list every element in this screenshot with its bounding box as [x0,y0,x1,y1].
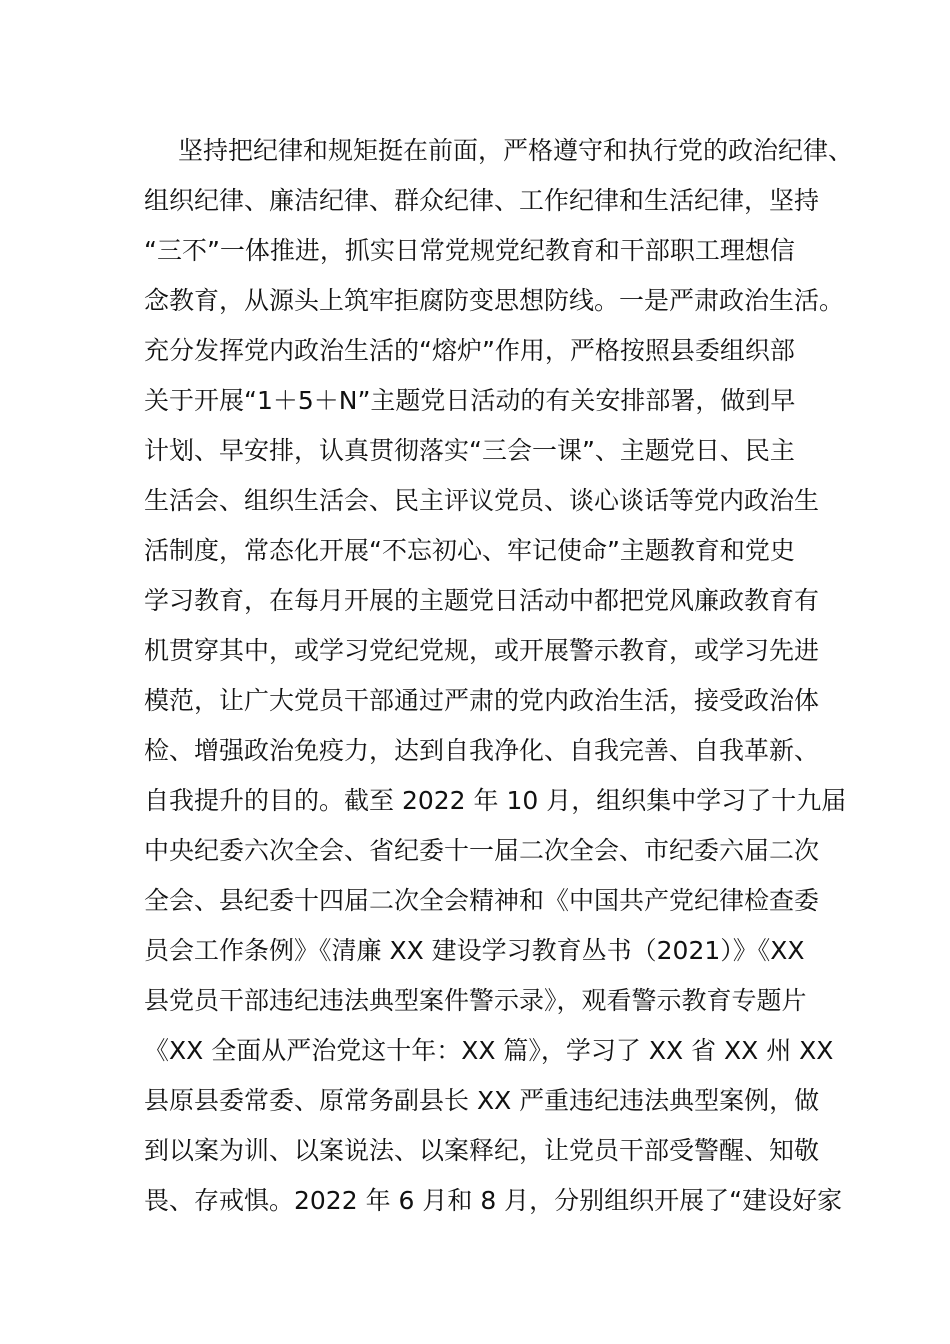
text-line: 检、增强政治免疫力，达到自我净化、自我完善、自我革新、 [144,736,820,765]
text-line: 到以案为训、以案说法、以案释纪，让党员干部受警醒、知敬 [144,1136,820,1165]
text-line: “三不”一体推进，抓实日常党规党纪教育和干部职工理想信 [144,236,795,265]
text-line: 畏、存戒惧。2022 年 6 月和 8 月，分别组织开展了“建设好家 [144,1186,843,1215]
text-line: 生活会、组织生活会、民主评议党员、谈心谈话等党内政治生 [144,486,820,515]
text-line: 中央纪委六次全会、省纪委十一届二次全会、市纪委六届二次 [144,836,820,865]
text-line: 自我提升的目的。截至 2022 年 10 月，组织集中学习了十九届 [144,786,847,815]
text-line: 机贯穿其中，或学习党纪党规，或开展警示教育，或学习先进 [144,636,820,665]
text-line: 员会工作条例》《清廉 XX 建设学习教育丛书（2021）》《XX [144,936,805,965]
text-line: 计划、早安排，认真贯彻落实“三会一课”、主题党日、民主 [144,436,795,465]
text-line: 县原县委常委、原常务副县长 XX 严重违纪违法典型案例，做 [144,1086,820,1115]
text-line: 组织纪律、廉洁纪律、群众纪律、工作纪律和生活纪律，坚持 [144,186,820,215]
text-line: 活制度，常态化开展“不忘初心、牢记使命”主题教育和党史 [144,536,795,565]
text-line: 县党员干部违纪违法典型案件警示录》，观看警示教育专题片 [144,986,807,1015]
text-line: 坚持把纪律和规矩挺在前面，严格遵守和执行党的政治纪律、 [178,136,854,165]
text-line: 关于开展“1＋5＋N”主题党日活动的有关安排部署，做到早 [144,386,796,415]
text-line: 《XX 全面从严治党这十年：XX 篇》，学习了 XX 省 XX 州 XX [144,1036,834,1065]
text-line: 学习教育，在每月开展的主题党日活动中都把党风廉政教育有 [144,586,820,615]
body-paragraph [144,126,854,1226]
text-line: 全会、县纪委十四届二次全会精神和《中国共产党纪律检查委 [144,886,820,915]
text-line: 模范，让广大党员干部通过严肃的党内政治生活，接受政治体 [144,686,820,715]
text-line: 充分发挥党内政治生活的“熔炉”作用，严格按照县委组织部 [144,336,795,365]
text-line: 念教育，从源头上筑牢拒腐防变思想防线。一是严肃政治生活。 [144,286,845,315]
